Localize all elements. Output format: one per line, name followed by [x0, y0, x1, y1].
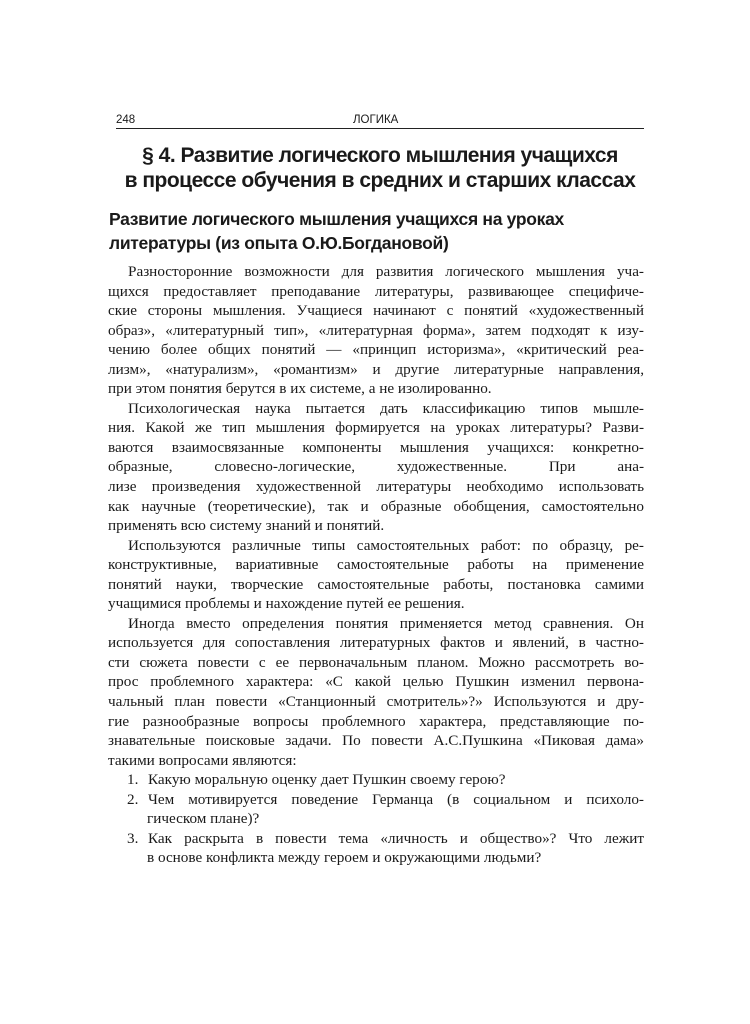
question-number: 2. — [127, 790, 139, 808]
text-line: лизм», «натурализм», «романтизм» и другие литературные направления, — [108, 360, 644, 378]
body-text — [108, 262, 644, 868]
text-line: ские стороны мышления. Учащиеся начинают с понятий «художественный — [108, 302, 644, 320]
text-line: при этом понятия берутся в их системе, а не изолированно. — [108, 380, 492, 398]
text-line: Иногда вместо определения понятия применяется метод сравнения. Он — [128, 614, 644, 632]
question-number: 3. — [127, 829, 139, 847]
question-text: Какую моральную оценку дает Пушкин своему герою? — [148, 771, 506, 789]
text-line: используется для сопоставления литературных фактов и явлений, в частно- — [108, 634, 644, 652]
paragraph — [108, 536, 644, 614]
question-item — [108, 770, 644, 790]
chapter-title-line: в процессе обучения в средних и старших классах — [124, 169, 636, 192]
text-line: учащимися проблемы и нахождение путей ее решения. — [108, 595, 465, 613]
section-title-line: Развитие логического мышления учащихся на уроках — [109, 209, 564, 229]
text-line: гическом плане)? — [147, 810, 260, 828]
text-line: лизе произведения художественной литературы необходимо использовать — [108, 478, 644, 496]
chapter-title — [100, 143, 660, 193]
question-item — [108, 790, 644, 829]
text-line: чальный план повести «Станционный смотритель»?» Используются и дру- — [108, 693, 644, 711]
text-line: сти сюжета повести с ее первоначальным планом. Можно рассмотреть во- — [108, 653, 644, 671]
text-line: в основе конфликта между героем и окружающими людьми? — [147, 849, 542, 867]
paragraph — [108, 399, 644, 536]
question-item — [108, 829, 644, 868]
text-line: конструктивные, вариативные самостоятельные работы на применение — [108, 556, 644, 574]
chapter-title-line: § 4. Развитие логического мышления учащихся — [142, 144, 618, 167]
text-line — [127, 829, 644, 849]
page-number: 248 — [116, 114, 136, 126]
text-line: такими вопросами являются: — [108, 751, 297, 769]
section-title — [109, 207, 649, 255]
text-line: как научные (теоретические), так и образные обобщения, самостоятельно — [108, 497, 644, 515]
text-line: ваются взаимосвязанные компоненты мышления учащихся: конкретно- — [108, 438, 644, 456]
question-text: Чем мотивируется поведение Германца (в социальном и психоло- — [148, 790, 644, 808]
text-line: Используются различные типы самостоятельных работ: по образцу, ре- — [128, 536, 644, 554]
section-title-line: литературы (из опыта О.Ю.Богдановой) — [109, 233, 449, 253]
running-title: ЛОГИКА — [353, 114, 399, 126]
text-line: знавательные поисковые задачи. По повести А.С.Пушкина «Пиковая дама» — [108, 732, 644, 750]
text-line: щихся предоставляет преподавание литературы, развивающее специфиче- — [108, 282, 644, 300]
question-text: Как раскрыта в повести тема «личность и общество»? Что лежит — [148, 829, 644, 847]
text-line: чению более общих понятий — «принцип историзма», «критический реа- — [108, 341, 644, 359]
running-head — [116, 113, 644, 129]
text-line — [127, 770, 644, 790]
paragraph — [108, 262, 644, 399]
text-line: применять всю систему знаний и понятий. — [108, 517, 385, 535]
text-line: гие разнообразные вопросы проблемного характера, представляющие по- — [108, 712, 644, 730]
text-line: образные, словесно-логические, художественные. При ана- — [108, 458, 644, 476]
text-line: ния. Какой же тип мышления формируется на уроках литературы? Разви- — [108, 419, 644, 437]
question-number: 1. — [127, 771, 139, 789]
text-line: Разносторонние возможности для развития логического мышления уча- — [128, 263, 644, 280]
text-line: прос проблемного характера: «С какой целью Пушкин изменил первона- — [108, 673, 644, 691]
text-line — [127, 790, 644, 810]
text-line: Психологическая наука пытается дать классификацию типов мышле- — [128, 399, 644, 417]
text-line: понятий науки, творческие самостоятельные работы, постановка самими — [108, 575, 644, 593]
text-line: образ», «литературный тип», «литературная форма», затем подходят к изу- — [108, 321, 644, 339]
paragraph — [108, 614, 644, 770]
